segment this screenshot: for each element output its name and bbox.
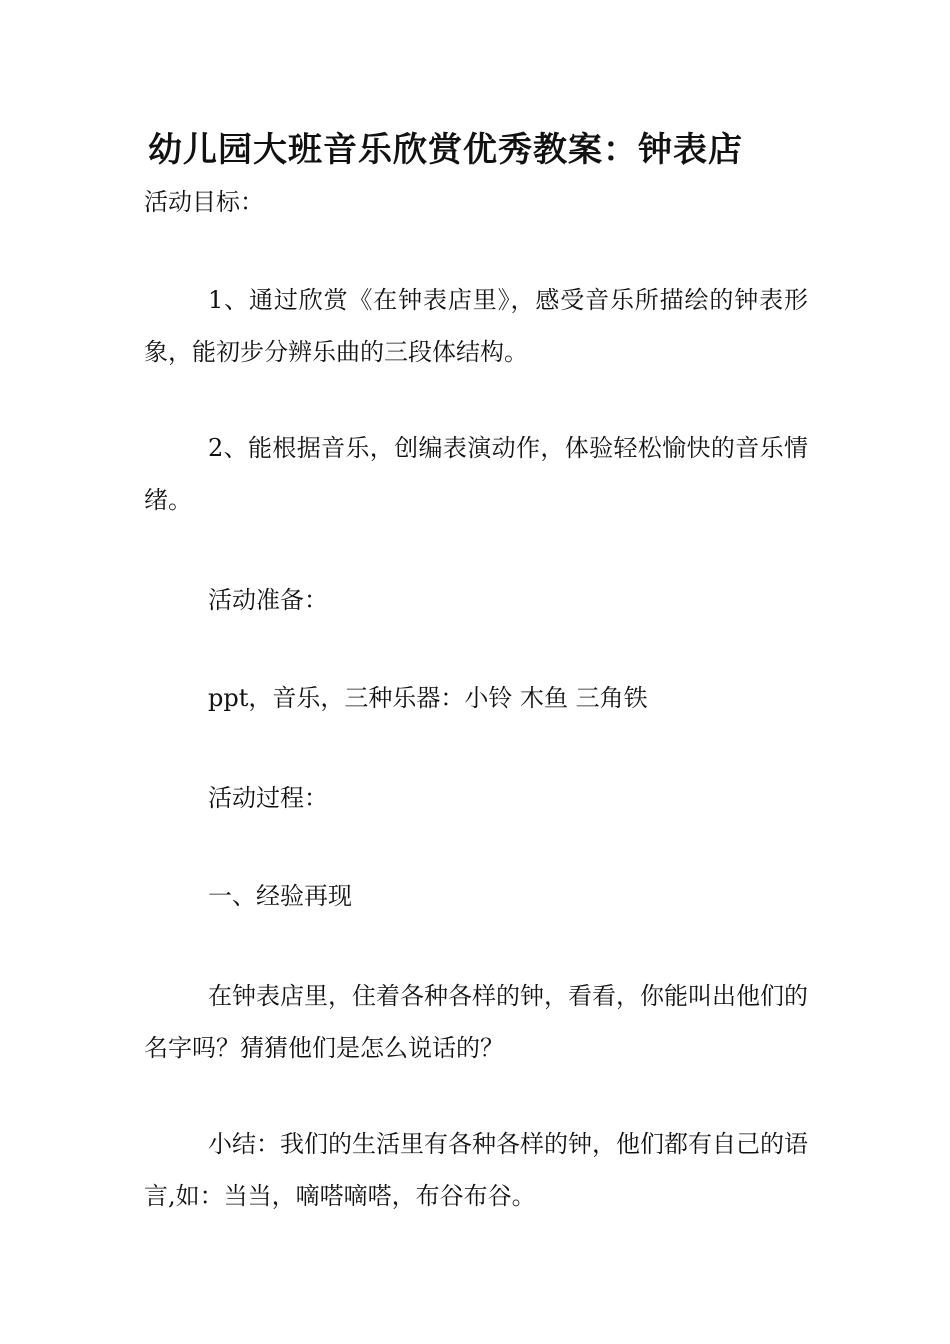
document-title: 幼儿园大班音乐欣赏优秀教案：钟表店 <box>148 130 743 170</box>
goal-item-2: 2、能根据音乐，创编表演动作，体验轻松愉快的音乐情绪。 <box>144 434 808 514</box>
section-heading-activity-preparation: 活动准备： <box>208 586 328 614</box>
process-step-1-heading: 一、经验再现 <box>208 882 352 910</box>
goal-item-1: 1、通过欣赏《在钟表店里》，感受音乐所描绘的钟表形象，能初步分辨乐曲的三段体结构。 <box>144 286 808 366</box>
preparation-materials: ppt，音乐，三种乐器：小铃 木鱼 三角铁 <box>208 684 648 712</box>
section-heading-activity-goals: 活动目标： <box>144 188 264 216</box>
process-step-1-summary: 小结：我们的生活里有各种各样的钟，他们都有自己的语言,如：当当，嘀嗒嘀嗒，布谷布谷。 <box>144 1130 808 1210</box>
section-heading-activity-process: 活动过程： <box>208 784 328 812</box>
process-step-1-text: 在钟表店里，住着各种各样的钟，看看，你能叫出他们的名字吗？猜猜他们是怎么说话的？ <box>144 982 808 1062</box>
